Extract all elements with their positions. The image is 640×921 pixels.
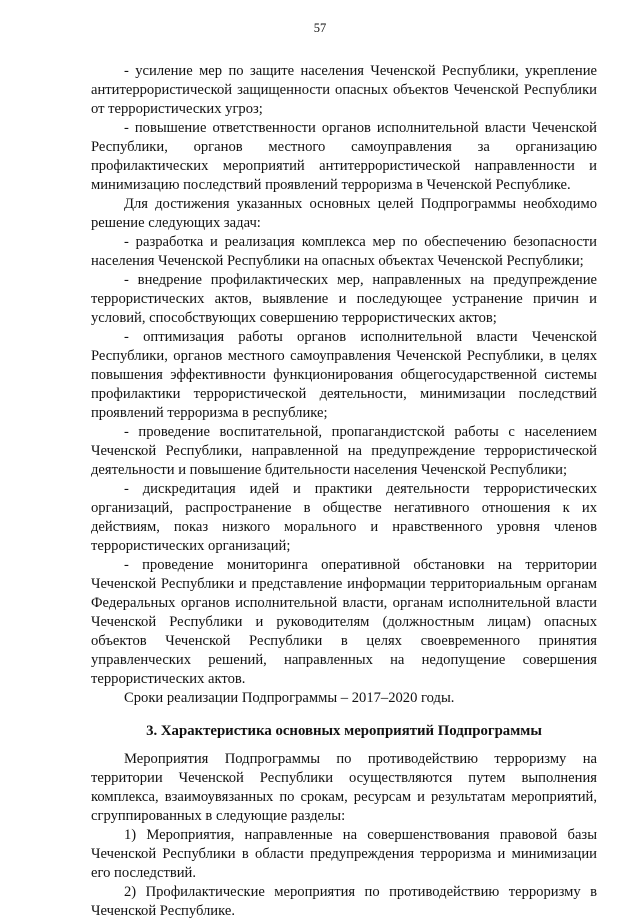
paragraph: - повышение ответственности органов исполнительной власти Чеченской Республики, органов местного самоуправления за организацию профилактических мероприятий антитеррористической направленности и минимизацию последствий проявлений терроризма в Чеченской Республике. [91,120,597,193]
paragraph: - оптимизация работы органов исполнительной власти Чеченской Республики, органов местного самоуправления Чеченской Республики, в целях повышения эффективности функционирования общегосударственной системы профилактики террористической деятельности, минимизации последствий проявлений терроризма в республике; [91,329,597,421]
paragraph: - внедрение профилактических мер, направленных на предупреждение террористических актов, выявление и последующее устранение причин и условий, способствующих совершению террористических актов; [91,272,597,326]
section-heading: 3. Характеристика основных мероприятий Подпрограммы [146,723,542,739]
paragraph: - проведение мониторинга оперативной обстановки на территории Чеченской Республики и представление информации территориальным органам Федеральных органов исполнительной власти, органам исполнительной власти Чеченской Республики и руководителям (должностным лицам) опасных объектов Чеченской Республики в целях своевременного принятия управленческих решений, направленных на недопущение совершения террористических актов. [91,557,597,687]
paragraph: Мероприятия Подпрограммы по противодействию терроризму на территории Чеченской Республики осуществляются путем выполнения комплекса, взаимоувязанных по срокам, ресурсам и результатам мероприятий, сгруппированных в следующие разделы: [91,751,597,824]
paragraph: - проведение воспитательной, пропагандистской работы с населением Чеченской Республики, направленной на предупреждение террористической деятельности и повышение бдительности населения Чеченской Республики; [91,424,597,478]
paragraph: - разработка и реализация комплекса мер по обеспечению безопасности населения Чеченской Республики на опасных объектах Чеченской Республики; [91,234,597,269]
paragraph: Сроки реализации Подпрограммы – 2017–2020 годы. [124,690,455,706]
page-body [91,62,597,921]
paragraph: Для достижения указанных основных целей Подпрограммы необходимо решение следующих задач: [91,196,597,231]
paragraph: - усиление мер по защите населения Чеченской Республики, укрепление антитеррористической защищенности опасных объектов Чеченской Республики от террористических угроз; [91,63,597,117]
page-number: 57 [313,21,327,35]
paragraph: 2) Профилактические мероприятия по противодействию терроризму в Чеченской Республике. [91,884,597,919]
paragraph: - дискредитация идей и практики деятельности террористических организаций, распространение в обществе негативного отношения к их действиям, показ низкого морального и нравственного уровня членов террористических организаций; [91,481,597,554]
paragraph: 1) Мероприятия, направленные на совершенствования правовой базы Чеченской Республики в области предупреждения терроризма и минимизации его последствий. [91,827,597,881]
